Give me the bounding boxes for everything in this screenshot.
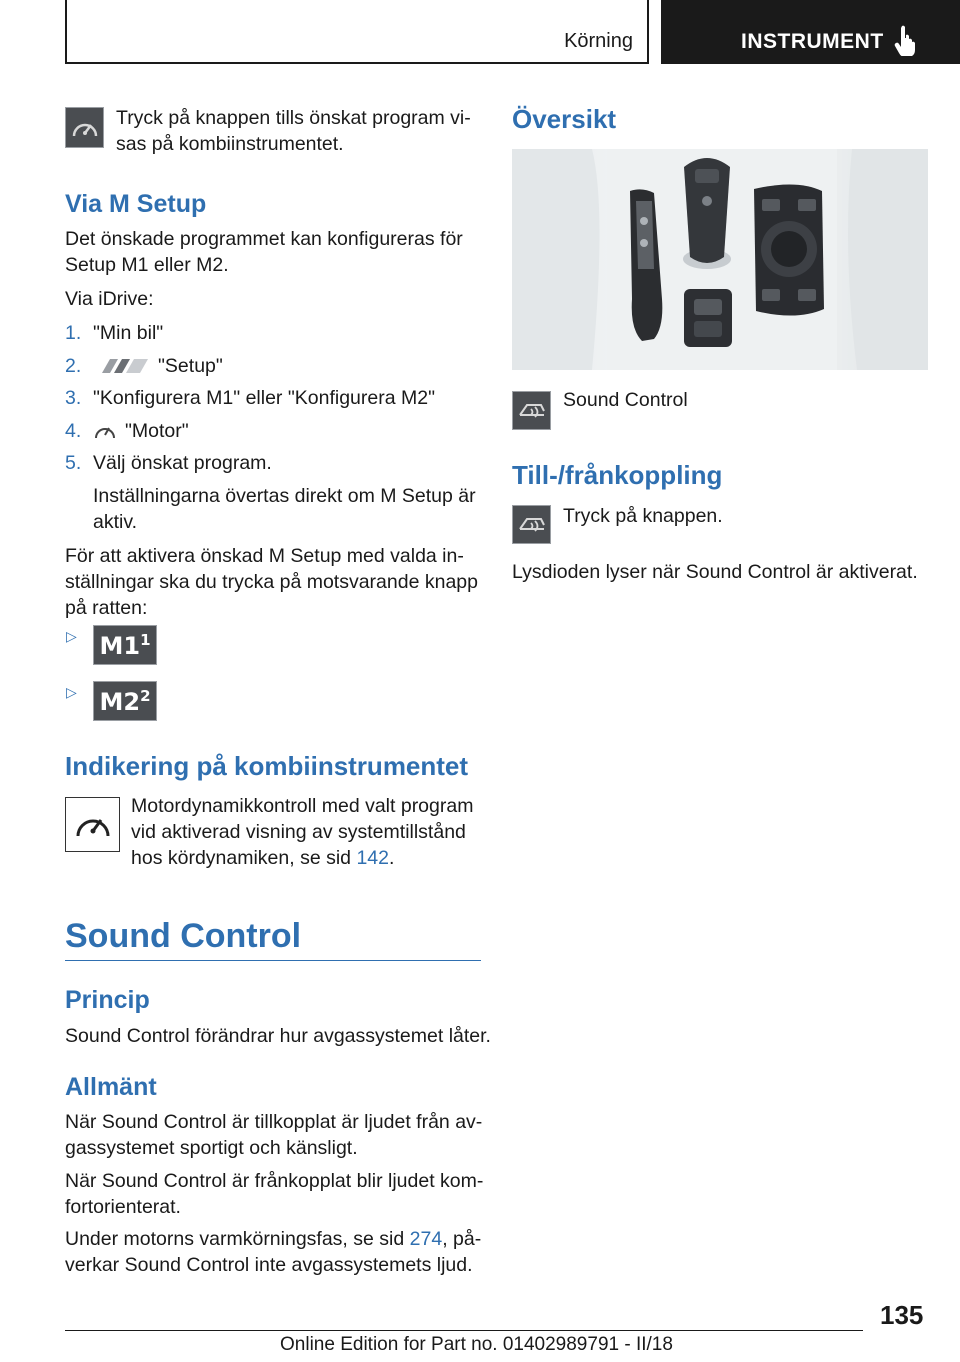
via-m-setup-text-1: Det önskade programmet kan konfigureras för — [65, 228, 463, 250]
section-rule — [65, 960, 481, 961]
speedometer-icon — [65, 797, 120, 852]
via-m-setup-text-2: Setup M1 eller M2. — [65, 254, 229, 276]
allmant-p1-2: gassystemet sportigt och känsligt. — [65, 1137, 358, 1159]
page-number: 135 — [880, 1300, 924, 1330]
step-3-text: "Konfigurera M1" eller "Konfigurera M2" — [93, 387, 436, 409]
indikering-text-2: vid aktiverad visning av systemtillstånd — [131, 821, 466, 843]
allmant-heading: Allmänt — [65, 1073, 157, 1101]
intro-line-2: sas på kombiinstrumentet. — [116, 133, 344, 155]
footer-edition: Online Edition for Part no. 01402989791 - II/18 — [280, 1334, 673, 1355]
bullet-triangle: ▷ — [66, 628, 77, 644]
via-idrive-label: Via iDrive: — [65, 288, 154, 310]
step-5-text: Välj önskat program. — [93, 452, 272, 474]
m-button-superscript: 1 — [140, 630, 151, 649]
via-m-setup-heading: Via M Setup — [65, 190, 207, 218]
m1-label: $M1^1$ — [99, 630, 151, 660]
allmant-p2-2: fortorienterat. — [65, 1196, 181, 1218]
indikering-text-1: Motordynamikkontroll med valt program — [131, 795, 474, 817]
allmant-p3-2: verkar Sound Control inte avgassystemets ljud. — [65, 1254, 473, 1276]
princip-heading: Princip — [65, 986, 150, 1014]
hand-pointer-icon — [893, 24, 921, 56]
step-4-text: "Motor" — [125, 420, 189, 442]
activate-text-2: ställningar ska du trycka på motsvarande knapp — [65, 571, 478, 593]
till-franskoppling-heading: Till-/frånkoppling — [512, 460, 723, 490]
setup-stripes-icon — [100, 357, 150, 375]
step-5-note-1: Inställningarna övertas direkt om M Setup är — [93, 485, 476, 507]
step-3-number: 3. — [65, 387, 82, 409]
oversikt-heading: Översikt — [512, 104, 617, 134]
m2-button-icon — [93, 681, 157, 721]
indikering-heading: Indikering på kombiinstrumentet — [65, 751, 469, 781]
allmant-p3-1: Under motorns varmkörningsfas, se sid 274, på- — [65, 1228, 482, 1250]
header-section-label: Körning — [564, 30, 633, 52]
indikering-text-3: hos kördynamiken, se sid 142. — [131, 847, 395, 869]
sound-control-icon — [512, 391, 551, 430]
footer-rule — [65, 1330, 863, 1331]
intro-line-1: Tryck på knappen tills önskat program vi- — [116, 107, 471, 129]
page-ref-link[interactable]: 274 — [409, 1228, 443, 1250]
activate-text-3: på ratten: — [65, 597, 148, 619]
m2-label: $M2^2$ — [99, 686, 151, 716]
activate-text-1: För att aktivera önskad M Setup med valda in- — [65, 545, 464, 567]
oversikt-caption: Sound Control — [563, 389, 688, 411]
till-instruction: Tryck på knappen. — [563, 505, 723, 527]
m-button-superscript: 2 — [140, 686, 151, 705]
step-1-text: "Min bil" — [93, 322, 164, 344]
bullet-triangle: ▷ — [66, 684, 77, 700]
speedometer-icon — [65, 107, 104, 148]
princip-text: Sound Control förändrar hur avgassystemet låter. — [65, 1025, 491, 1047]
engine-dial-icon — [93, 421, 117, 441]
step-5-note-2: aktiv. — [93, 511, 138, 533]
sound-control-icon — [512, 505, 551, 544]
header-chapter-label: INSTRUMENT — [741, 30, 884, 53]
step-2-text: "Setup" — [158, 355, 223, 377]
step-1-number: 1. — [65, 322, 82, 344]
m1-button-icon — [93, 625, 157, 665]
allmant-p2-1: När Sound Control är frånkopplat blir ljudet kom- — [65, 1170, 484, 1192]
header-section-tab — [65, 0, 649, 64]
step-2-number: 2. — [65, 355, 82, 377]
center-console-photo — [512, 149, 928, 370]
step-5-number: 5. — [65, 452, 82, 474]
allmant-p1-1: När Sound Control är tillkopplat är ljudet från av- — [65, 1111, 483, 1133]
led-text: Lysdioden lyser när Sound Control är aktiverat. — [512, 561, 918, 583]
sound-control-heading: Sound Control — [65, 917, 302, 955]
step-4-number: 4. — [65, 420, 82, 442]
page-ref-link[interactable]: 142 — [356, 847, 389, 869]
